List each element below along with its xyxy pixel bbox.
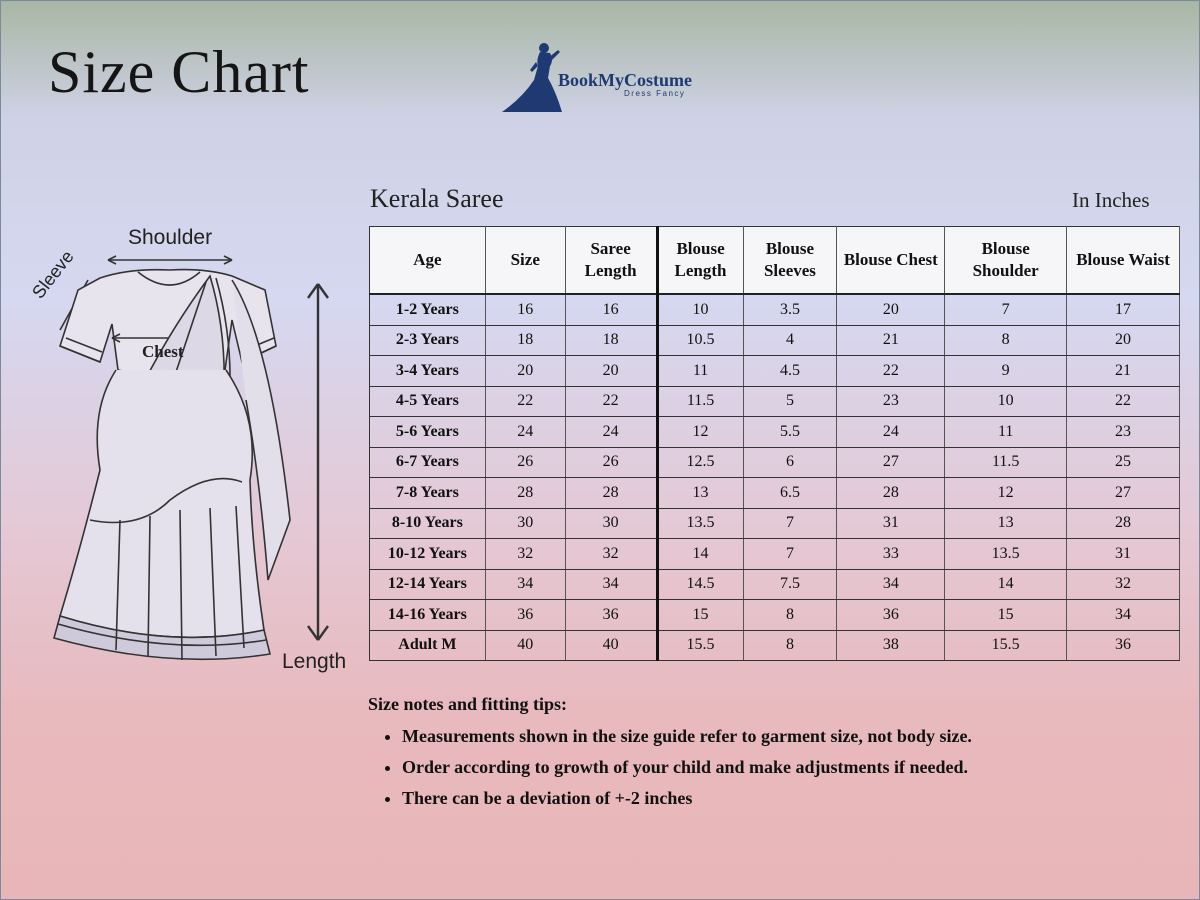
chest-label: Chest xyxy=(142,342,184,361)
table-cell: 32 xyxy=(565,539,657,570)
table-cell: 31 xyxy=(1067,539,1180,570)
table-header-row xyxy=(370,227,1180,295)
table-row xyxy=(370,447,1180,478)
col-header: Blouse Waist xyxy=(1067,227,1180,295)
table-cell: 16 xyxy=(485,294,565,325)
table-cell: 14 xyxy=(945,569,1067,600)
table-cell: 36 xyxy=(485,600,565,631)
table-cell: 8 xyxy=(743,630,837,661)
table-row xyxy=(370,386,1180,417)
table-cell: 6 xyxy=(743,447,837,478)
sleeve-label: Sleeve xyxy=(28,246,78,303)
table-cell: 20 xyxy=(565,356,657,387)
table-cell: 3.5 xyxy=(743,294,837,325)
table-cell: 16 xyxy=(565,294,657,325)
table-cell: 30 xyxy=(565,508,657,539)
length-label: Length xyxy=(282,650,347,673)
table-title: Kerala Saree xyxy=(370,184,504,213)
col-header: Size xyxy=(485,227,565,295)
table-row xyxy=(370,600,1180,631)
page-title: Size Chart xyxy=(48,39,310,105)
table-cell: 14 xyxy=(657,539,743,570)
table-cell: 13 xyxy=(657,478,743,509)
table-cell: 38 xyxy=(837,630,945,661)
table-cell: 36 xyxy=(565,600,657,631)
table-cell: 32 xyxy=(1067,569,1180,600)
col-header: Saree Length xyxy=(565,227,657,295)
table-cell: 40 xyxy=(565,630,657,661)
table-cell: 22 xyxy=(565,386,657,417)
table-cell: 8 xyxy=(743,600,837,631)
table-cell: 11 xyxy=(945,417,1067,448)
table-cell: 7 xyxy=(743,508,837,539)
table-cell: 12.5 xyxy=(657,447,743,478)
table-cell: 6-7 Years xyxy=(370,447,486,478)
table-cell: 4.5 xyxy=(743,356,837,387)
units-label: In Inches xyxy=(1072,188,1150,212)
table-cell: 5-6 Years xyxy=(370,417,486,448)
col-header: Blouse Sleeves xyxy=(743,227,837,295)
table-cell: 18 xyxy=(565,325,657,356)
table-cell: 11 xyxy=(657,356,743,387)
table-cell: 28 xyxy=(1067,508,1180,539)
table-row xyxy=(370,569,1180,600)
table-cell: 10 xyxy=(945,386,1067,417)
table-cell: 24 xyxy=(485,417,565,448)
table-cell: Adult M xyxy=(370,630,486,661)
table-cell: 11.5 xyxy=(945,447,1067,478)
table-cell: 7 xyxy=(743,539,837,570)
table-row xyxy=(370,356,1180,387)
table-cell: 34 xyxy=(837,569,945,600)
table-cell: 12 xyxy=(945,478,1067,509)
table-cell: 4-5 Years xyxy=(370,386,486,417)
table-row xyxy=(370,417,1180,448)
table-cell: 40 xyxy=(485,630,565,661)
table-cell: 9 xyxy=(945,356,1067,387)
table-cell: 20 xyxy=(485,356,565,387)
saree-illustration xyxy=(20,220,370,690)
notes-list xyxy=(368,721,972,814)
table-cell: 24 xyxy=(837,417,945,448)
table-cell: 36 xyxy=(837,600,945,631)
col-header: Age xyxy=(370,227,486,295)
table-cell: 23 xyxy=(1067,417,1180,448)
table-cell: 2-3 Years xyxy=(370,325,486,356)
table-cell: 14.5 xyxy=(657,569,743,600)
table-cell: 21 xyxy=(1067,356,1180,387)
table-row xyxy=(370,539,1180,570)
table-cell: 26 xyxy=(485,447,565,478)
col-header: Blouse Chest xyxy=(837,227,945,295)
table-cell: 8 xyxy=(945,325,1067,356)
table-cell: 28 xyxy=(837,478,945,509)
table-cell: 12 xyxy=(657,417,743,448)
table-cell: 13.5 xyxy=(657,508,743,539)
table-cell: 34 xyxy=(485,569,565,600)
table-cell: 7.5 xyxy=(743,569,837,600)
table-row xyxy=(370,294,1180,325)
table-row xyxy=(370,508,1180,539)
table-cell: 33 xyxy=(837,539,945,570)
notes-heading: Size notes and fitting tips: xyxy=(368,694,568,714)
brand-tagline: Dress Fancy xyxy=(624,89,686,98)
table-cell: 30 xyxy=(485,508,565,539)
table-cell: 15 xyxy=(657,600,743,631)
table-cell: 28 xyxy=(565,478,657,509)
table-cell: 13 xyxy=(945,508,1067,539)
table-cell: 15.5 xyxy=(657,630,743,661)
shoulder-label: Shoulder xyxy=(128,226,213,249)
table-cell: 3-4 Years xyxy=(370,356,486,387)
table-cell: 27 xyxy=(1067,478,1180,509)
table-cell: 22 xyxy=(485,386,565,417)
table-cell: 17 xyxy=(1067,294,1180,325)
table-row xyxy=(370,478,1180,509)
table-row xyxy=(370,325,1180,356)
table-cell: 10-12 Years xyxy=(370,539,486,570)
table-cell: 26 xyxy=(565,447,657,478)
table-cell: 11.5 xyxy=(657,386,743,417)
table-cell: 10.5 xyxy=(657,325,743,356)
table-cell: 1-2 Years xyxy=(370,294,486,325)
table-cell: 10 xyxy=(657,294,743,325)
table-cell: 27 xyxy=(837,447,945,478)
table-cell: 34 xyxy=(1067,600,1180,631)
table-row xyxy=(370,630,1180,661)
table-cell: 5.5 xyxy=(743,417,837,448)
list-item: • Order according to growth of your child and make adjustments if needed. xyxy=(402,752,972,783)
table-cell: 6.5 xyxy=(743,478,837,509)
table-cell: 15.5 xyxy=(945,630,1067,661)
table-cell: 22 xyxy=(837,356,945,387)
brand-name: BookMyCostume xyxy=(558,70,692,90)
table-cell: 7 xyxy=(945,294,1067,325)
table-cell: 20 xyxy=(837,294,945,325)
table-cell: 18 xyxy=(485,325,565,356)
table-cell: 13.5 xyxy=(945,539,1067,570)
table-cell: 7-8 Years xyxy=(370,478,486,509)
size-notes xyxy=(368,694,972,814)
table-cell: 32 xyxy=(485,539,565,570)
table-cell: 5 xyxy=(743,386,837,417)
table-cell: 22 xyxy=(1067,386,1180,417)
table-cell: 21 xyxy=(837,325,945,356)
table-cell: 12-14 Years xyxy=(370,569,486,600)
size-table xyxy=(369,226,1180,661)
list-item: • Measurements shown in the size guide refer to garment size, not body size. xyxy=(402,721,972,752)
table-cell: 36 xyxy=(1067,630,1180,661)
table-cell: 24 xyxy=(565,417,657,448)
col-header: Blouse Length xyxy=(657,227,743,295)
table-cell: 34 xyxy=(565,569,657,600)
table-cell: 25 xyxy=(1067,447,1180,478)
table-cell: 23 xyxy=(837,386,945,417)
list-item: • There can be a deviation of +-2 inches xyxy=(402,783,972,814)
table-cell: 20 xyxy=(1067,325,1180,356)
col-header: Blouse Shoulder xyxy=(945,227,1067,295)
table-cell: 8-10 Years xyxy=(370,508,486,539)
table-cell: 28 xyxy=(485,478,565,509)
table-cell: 4 xyxy=(743,325,837,356)
table-cell: 15 xyxy=(945,600,1067,631)
table-cell: 31 xyxy=(837,508,945,539)
table-cell: 14-16 Years xyxy=(370,600,486,631)
